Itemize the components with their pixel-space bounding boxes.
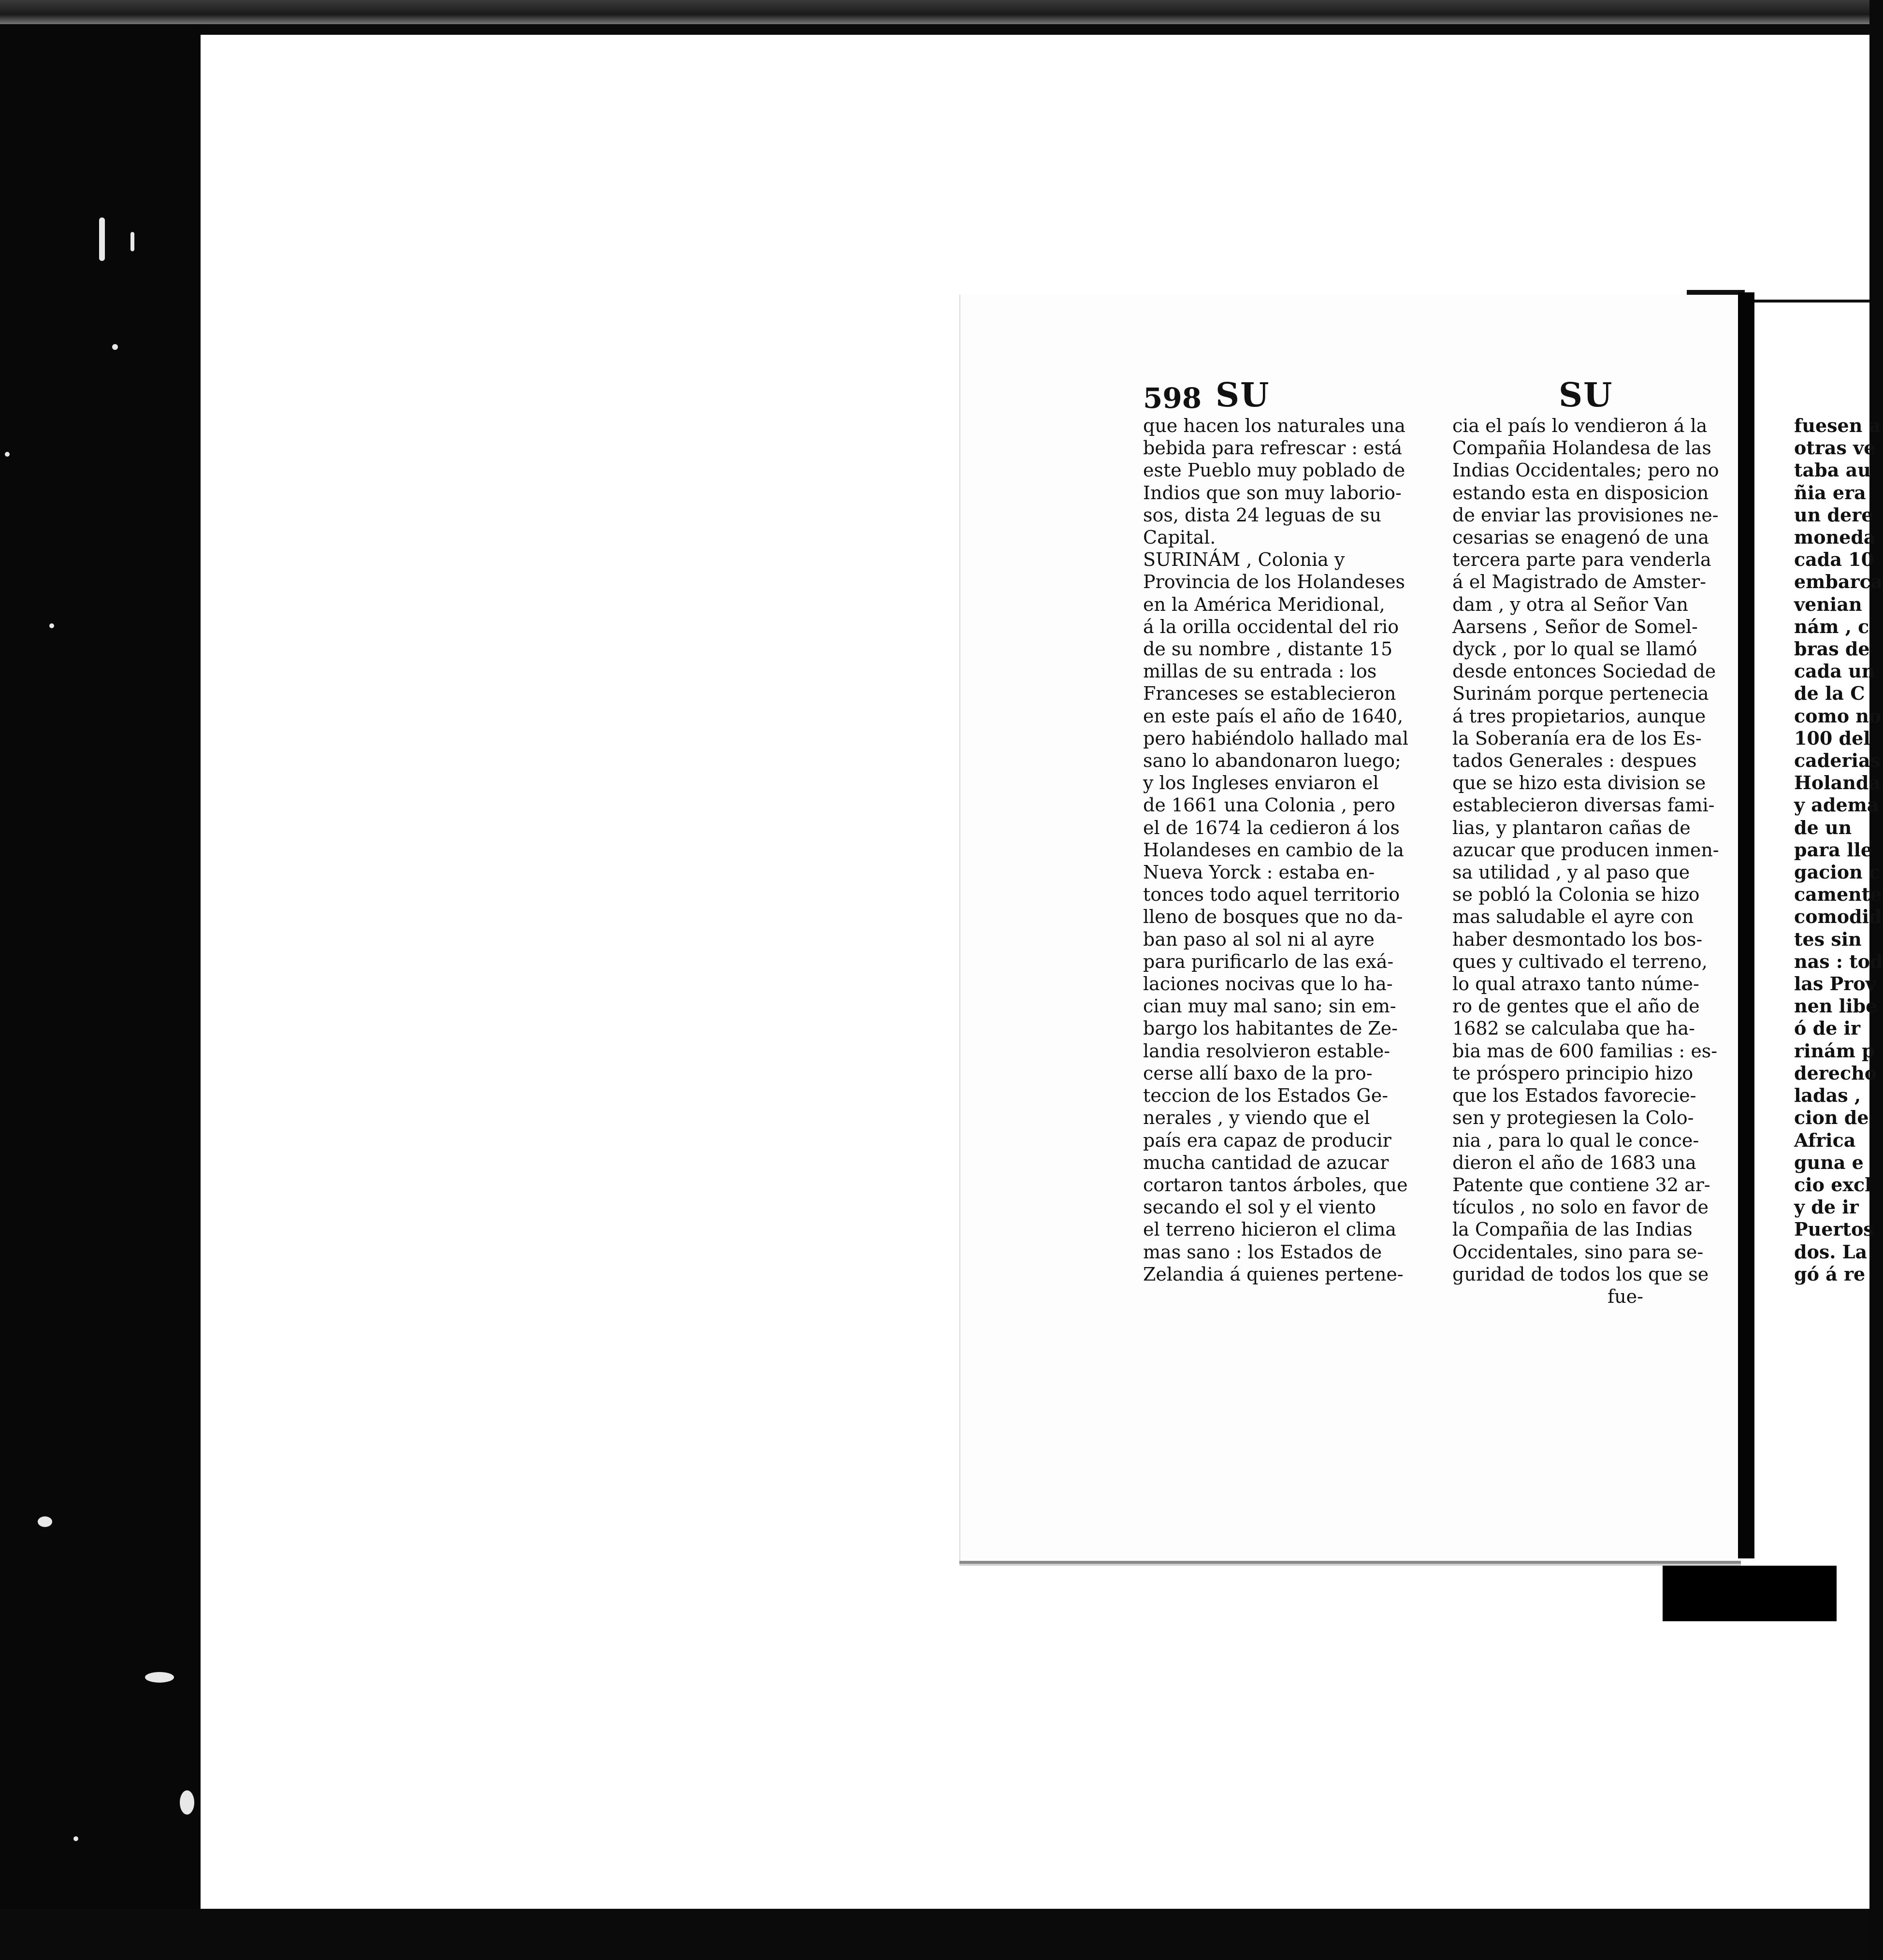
text-line: Franceses se establecieron	[1143, 683, 1396, 705]
text-line: Nueva Yorck : estaba en-	[1143, 862, 1375, 883]
text-line: moneda	[1794, 526, 1876, 548]
text-line: lo qual atraxo tanto núme-	[1452, 973, 1699, 995]
text-line: nerales , y viendo que el	[1143, 1107, 1370, 1129]
text-line: camente	[1794, 883, 1882, 906]
text-line: bebida para refrescar : está	[1143, 437, 1403, 459]
text-line: tercera parte para venderla	[1452, 549, 1711, 571]
text-line: y adema	[1794, 794, 1879, 816]
text-line: estando esta en disposicion	[1452, 482, 1709, 504]
text-line: nen libe	[1794, 995, 1878, 1017]
text-line: de 1661 una Colonia , pero	[1143, 794, 1395, 816]
text-line: comodid	[1794, 906, 1882, 928]
text-line: ques y cultivado el terreno,	[1452, 951, 1708, 972]
text-line: á el Magistrado de Amster-	[1452, 571, 1707, 593]
text-line: 1682 se calculaba que ha-	[1452, 1018, 1695, 1039]
text-line: mas saludable el ayre con	[1452, 906, 1694, 928]
text-line: fuesen a	[1794, 415, 1881, 436]
running-head-right: SU	[1559, 376, 1613, 415]
text-line: que hacen los naturales una	[1143, 415, 1405, 436]
text-line: fue-	[1608, 1285, 1643, 1307]
text-line: en este país el año de 1640,	[1143, 705, 1404, 727]
text-column-right	[1452, 415, 1719, 1308]
text-line: á la orilla occidental del rio	[1143, 616, 1399, 637]
text-line: Holandeses en cambio de la	[1143, 839, 1404, 861]
text-line: cion de	[1794, 1107, 1869, 1129]
text-line: nia , para lo qual le conce-	[1452, 1129, 1699, 1151]
text-line: derecho	[1794, 1062, 1877, 1084]
text-line: rinám p	[1794, 1039, 1875, 1062]
text-line: establecieron diversas fami-	[1452, 794, 1715, 816]
text-line: el terreno hicieron el clima	[1143, 1219, 1396, 1240]
text-line: sos, dista 24 leguas de su	[1143, 504, 1381, 526]
text-line: secando el sol y el viento	[1143, 1196, 1376, 1218]
text-line: dieron el año de 1683 una	[1452, 1152, 1696, 1173]
text-line: laciones nocivas que lo ha-	[1143, 973, 1393, 995]
text-line: que los Estados favorecie-	[1452, 1085, 1696, 1107]
text-line: ladas ,	[1794, 1084, 1861, 1107]
text-line: cada 10	[1794, 548, 1874, 571]
text-line: bia mas de 600 familias : es-	[1452, 1040, 1718, 1062]
page-clamp-shadow	[1663, 1566, 1837, 1621]
microfilm-top-edge	[0, 0, 1869, 24]
text-line: taba au	[1794, 459, 1871, 481]
page-number: 598	[1143, 382, 1202, 415]
text-line: sen y protegiesen la Colo-	[1452, 1107, 1694, 1129]
text-line: tes sin	[1794, 928, 1862, 950]
text-line: Patente que contiene 32 ar-	[1452, 1174, 1710, 1196]
text-line: guna e	[1794, 1151, 1864, 1173]
text-line: dyck , por lo qual se llamó	[1452, 638, 1697, 660]
text-line: país era capaz de producir	[1143, 1129, 1391, 1151]
text-line: para purificarlo de las exá-	[1143, 951, 1394, 972]
text-line: pero habiéndolo hallado mal	[1143, 727, 1409, 749]
text-line: bras de	[1794, 638, 1870, 660]
text-line: de un	[1794, 816, 1852, 838]
text-line: la Compañia de las Indias	[1452, 1219, 1693, 1240]
text-line: mucha cantidad de azucar	[1143, 1152, 1389, 1173]
text-line: en la América Meridional,	[1143, 593, 1385, 615]
text-line: gacion c	[1794, 861, 1881, 883]
text-line: haber desmontado los bos-	[1452, 928, 1703, 950]
text-line: de su nombre , distante 15	[1143, 638, 1393, 660]
text-line: tados Generales : despues	[1452, 750, 1697, 772]
text-line: cortaron tantos árboles, que	[1143, 1174, 1408, 1196]
text-line: sa utilidad , y al paso que	[1452, 862, 1690, 883]
text-line: millas de su entrada : los	[1143, 661, 1377, 682]
book-gutter	[1738, 292, 1754, 1558]
text-line: tonces todo aquel territorio	[1143, 884, 1400, 906]
text-line: sano lo abandonaron luego;	[1143, 750, 1401, 772]
text-line: azucar que producen inmen-	[1452, 839, 1719, 861]
text-line: Zelandia á quienes pertene-	[1143, 1263, 1404, 1285]
text-line: ro de gentes que el año de	[1452, 995, 1700, 1017]
next-page-text-fragment	[1794, 415, 1883, 1285]
text-line: un dere	[1794, 504, 1873, 526]
text-line: dam , y otra al Señor Van	[1452, 593, 1688, 615]
text-line: ñia era	[1794, 481, 1866, 504]
text-line: ban paso al sol ni al ayre	[1143, 928, 1375, 950]
text-line: venian	[1794, 593, 1862, 615]
text-line: las Prov	[1794, 973, 1876, 995]
text-line: nas : tod	[1794, 950, 1883, 972]
text-line: cia el país lo vendieron á la	[1452, 415, 1708, 436]
text-line: Provincia de los Holandeses	[1143, 571, 1405, 593]
text-line: teccion de los Estados Ge-	[1143, 1085, 1389, 1107]
text-line: Compañia Holandesa de las	[1452, 437, 1711, 459]
text-line: te próspero principio hizo	[1452, 1062, 1694, 1084]
text-line: y los Ingleses enviaron el	[1143, 772, 1379, 794]
text-line: cesarias se enagenó de una	[1452, 527, 1709, 548]
text-line: Africa	[1794, 1129, 1856, 1151]
text-line: Capital.	[1143, 527, 1216, 548]
text-line: el de 1674 la cedieron á los	[1143, 817, 1400, 838]
text-line: landia resolvieron estable-	[1143, 1040, 1391, 1062]
text-line: para lle	[1794, 838, 1873, 861]
text-line: cian muy mal sano; sin em-	[1143, 995, 1396, 1017]
text-line: lias, y plantaron cañas de	[1452, 817, 1691, 838]
text-line: de enviar las provisiones ne-	[1452, 504, 1719, 526]
text-line: guridad de todos los que se	[1452, 1263, 1709, 1285]
text-line: Holanda	[1794, 772, 1881, 794]
text-line: Surinám porque pertenecia	[1452, 683, 1709, 705]
text-line: lleno de bosques que no da-	[1143, 906, 1403, 928]
text-line: y de ir	[1794, 1196, 1859, 1218]
text-line: cio excl	[1794, 1173, 1872, 1196]
text-line: 100 del	[1794, 727, 1870, 749]
running-head-left: SU	[1216, 376, 1270, 415]
microfilm-bottom-edge	[0, 1909, 1869, 1960]
text-line: caderias	[1794, 749, 1881, 772]
text-line: otras ve	[1794, 437, 1876, 459]
text-line: Indios que son muy laborio-	[1143, 482, 1402, 504]
text-line: á tres propietarios, aunque	[1452, 705, 1706, 727]
text-line: desde entonces Sociedad de	[1452, 661, 1716, 682]
microfilm-left-margin	[0, 24, 201, 1960]
text-line: tículos , no solo en favor de	[1452, 1196, 1709, 1218]
text-line: nám , c	[1794, 615, 1869, 637]
text-line: Puertos	[1794, 1218, 1874, 1240]
gutter-shadow-top	[1687, 290, 1745, 295]
text-line: embarca	[1794, 571, 1883, 593]
text-line: se pobló la Colonia se hizo	[1452, 884, 1700, 906]
text-line: cada un	[1794, 660, 1875, 682]
text-line: la Soberanía era de los Es-	[1452, 727, 1702, 749]
text-line: que se hizo esta division se	[1452, 772, 1706, 794]
text-line: SURINÁM , Colonia y	[1143, 549, 1345, 571]
text-line: dos. La	[1794, 1240, 1868, 1263]
text-line: Occidentales, sino para se-	[1452, 1241, 1704, 1263]
text-line: este Pueblo muy poblado de	[1143, 460, 1405, 481]
text-line: como no	[1794, 705, 1882, 727]
text-column-left	[1143, 415, 1409, 1285]
text-line: gó á re	[1794, 1263, 1866, 1285]
text-line: Aarsens , Señor de Somel-	[1452, 616, 1698, 637]
text-line: bargo los habitantes de Ze-	[1143, 1018, 1398, 1039]
text-line: mas sano : los Estados de	[1143, 1241, 1382, 1263]
text-line: ó de ir	[1794, 1017, 1861, 1039]
text-line: de la C	[1794, 682, 1865, 705]
text-line: cerse allí baxo de la pro-	[1143, 1062, 1373, 1084]
text-line: Indias Occidentales; pero no	[1452, 460, 1719, 481]
